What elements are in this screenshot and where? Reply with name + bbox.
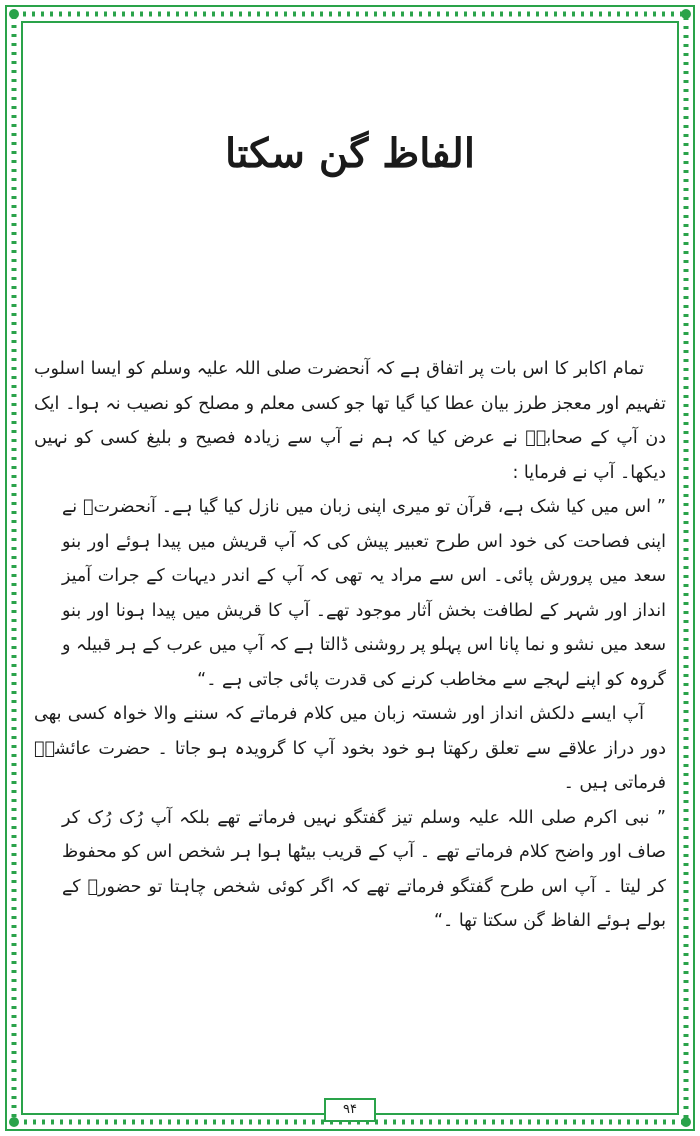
paragraph: آپ ایسے دلکش انداز اور شستہ زبان میں کلام فرماتے کہ سننے والا خواہ کسی بھی دور دراز علاقے سے تعلق رکھتا ہو خود بخود آپ کا گرویدہ ہو جاتا ۔ حضرت عائشہؓ فرماتی ہیں ۔ (34, 704, 666, 793)
page-number: ۹۴ (324, 1098, 376, 1122)
page-title: الفاظ گن سکتا (225, 130, 475, 177)
body-text (34, 352, 666, 939)
page-content (34, 30, 666, 1117)
paragraph: تمام اکابر کا اس بات پر اتفاق ہے کہ آنحضرت صلی اللہ علیہ وسلم کو ایسا اسلوب تفہیم اور معجز طرز بیان عطا کیا گیا تھا جو کسی معلم و مصلح کو نصیب نہ ہوا۔ ایک دن آپ کے صحابہؓ نے عرض کیا کہ ہم نے آپ سے زیادہ فصیح و بلیغ کسی کو نہیں دیکھا۔ آپ نے فرمایا : (34, 359, 666, 483)
quotation-paragraph: ” اس میں کیا شک ہے، قرآن تو میری اپنی زبان میں نازل کیا گیا ہے۔ آنحضرتؐ نے اپنی فصاحت کی خود اس طرح تعبیر پیش کی کہ آپ قریش میں پیدا ہوئے اور بنو سعد میں پرورش پائی۔ اس سے مراد یہ تھی کہ آپ کے اندر دیہات کے جرات آمیز انداز اور شہر کے لطافت بخش آثار موجود تھے۔ آپ کا قریش میں پیدا ہونا اور بنو سعد میں نشو و نما پانا اس پہلو پر روشنی ڈالتا ہے کہ آپ میں عرب کے ہر قبیلہ و گروہ کو اپنے لہجے سے مخاطب کرنے کی قدرت پائی جاتی ہے ۔“ (62, 497, 666, 690)
quotation-paragraph: ” نبی اکرم صلی اللہ علیہ وسلم تیز گفتگو نہیں فرماتے تھے بلکہ آپ رُک رُک کر صاف اور واضح کلام فرماتے تھے ۔ آپ کے قریب بیٹھا ہوا ہر شخص اس کو محفوظ کر لیتا ۔ آپ اس طرح گفتگو فرماتے تھے کہ اگر کوئی شخص چاہتا تو حضورؐ کے بولے ہوئے الفاظ گن سکتا تھا ۔“ (62, 807, 666, 931)
